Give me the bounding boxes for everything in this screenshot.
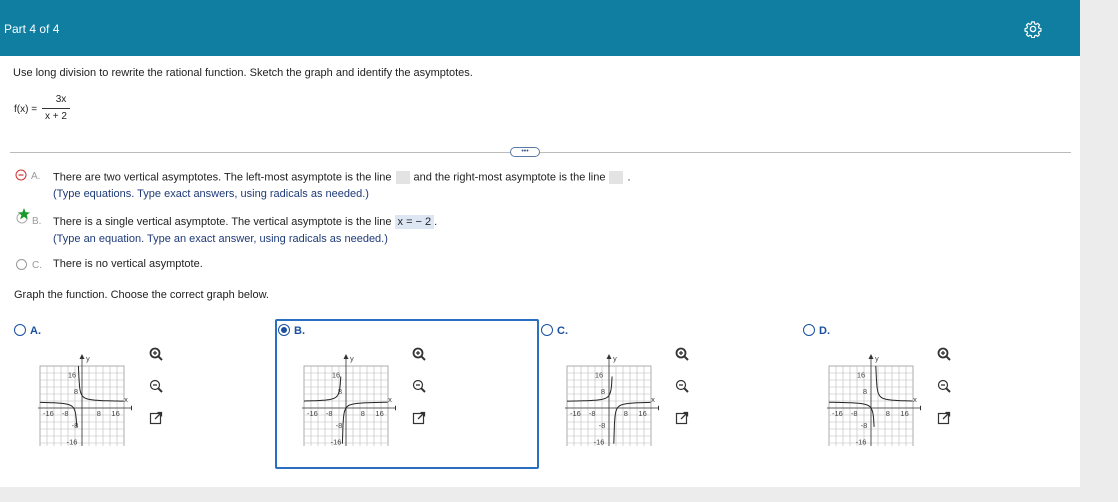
option-a-blank-left[interactable]: [396, 171, 410, 184]
graph-option-d-radio[interactable]: [803, 324, 815, 336]
graph-option-a-label: A.: [30, 325, 41, 337]
y-tick-neg16: -16: [593, 437, 605, 446]
x-tick-8: 8: [623, 409, 628, 418]
function-denominator: x + 2: [45, 111, 67, 122]
popout-icon[interactable]: [936, 410, 952, 426]
graph-c[interactable]: [559, 340, 659, 446]
y-tick-neg16: -16: [330, 437, 342, 446]
y-tick-neg8: -8: [335, 420, 343, 430]
y-tick-16: 16: [594, 370, 604, 380]
x-axis-label: x: [388, 395, 392, 404]
graph-option-b-radio[interactable]: [278, 324, 290, 336]
graph-b[interactable]: [296, 340, 396, 446]
graph-option-d-label: D.: [819, 325, 830, 337]
y-tick-neg8: -8: [71, 420, 79, 430]
zoom-in-icon[interactable]: [936, 346, 952, 362]
zoom-out-icon[interactable]: [411, 378, 427, 394]
x-tick-neg8: -8: [325, 409, 333, 418]
x-tick-neg16: -16: [831, 409, 843, 418]
option-c-radio[interactable]: [16, 259, 27, 270]
check-star-icon: [14, 207, 32, 225]
x-tick-neg16: -16: [306, 409, 318, 418]
popout-icon[interactable]: [148, 410, 164, 426]
x-tick-16: 16: [900, 409, 909, 418]
fraction-bar: [42, 108, 70, 109]
x-axis-label: x: [124, 395, 128, 404]
x-tick-16: 16: [375, 409, 384, 418]
graph-a[interactable]: [32, 340, 132, 446]
x-tick-neg16: -16: [569, 409, 581, 418]
y-tick-neg8: -8: [598, 420, 606, 430]
x-tick-8: 8: [360, 409, 365, 418]
y-tick-neg16: -16: [855, 437, 867, 446]
incorrect-mark-icon: [15, 169, 29, 181]
graph-option-b-label: B.: [294, 325, 305, 337]
y-tick-16: 16: [331, 370, 341, 380]
y-tick-16: 16: [856, 370, 866, 380]
option-b-answer[interactable]: x = − 2: [395, 215, 435, 229]
zoom-out-icon[interactable]: [936, 378, 952, 394]
zoom-in-icon[interactable]: [411, 346, 427, 362]
x-tick-neg8: -8: [850, 409, 858, 418]
option-a-text-end: .: [627, 171, 631, 184]
x-axis-label: x: [651, 395, 655, 404]
y-tick-8: 8: [337, 387, 343, 397]
y-axis-label: y: [613, 354, 617, 363]
y-axis-label: y: [86, 354, 90, 363]
option-a-text-part2: and the right-most asymptote is the line: [413, 171, 606, 184]
option-b-letter: B.: [32, 216, 42, 227]
x-tick-8: 8: [96, 409, 101, 418]
zoom-out-icon[interactable]: [674, 378, 690, 394]
y-tick-neg8: -8: [860, 420, 868, 430]
option-c-text: There is no vertical asymptote.: [53, 258, 203, 270]
x-axis-label: x: [913, 395, 917, 404]
option-a-letter: A.: [31, 171, 41, 182]
option-b-hint: (Type an equation. Type an exact answer, using radicals as needed.): [53, 233, 388, 245]
x-tick-neg16: -16: [42, 409, 54, 418]
y-tick-8: 8: [73, 387, 79, 397]
zoom-in-icon[interactable]: [674, 346, 690, 362]
option-b-text: [53, 215, 437, 229]
x-tick-neg8: -8: [588, 409, 596, 418]
zoom-out-icon[interactable]: [148, 378, 164, 394]
option-a-hint: (Type equations. Type exact answers, using radicals as needed.): [53, 188, 369, 200]
y-tick-16: 16: [67, 370, 77, 380]
section-divider: [10, 152, 1071, 153]
function-lhs: f(x) =: [14, 104, 38, 115]
zoom-in-icon[interactable]: [148, 346, 164, 362]
question-instruction: Use long division to rewrite the rational function. Sketch the graph and identify the asymptotes.: [13, 67, 473, 79]
part-indicator: Part 4 of 4: [4, 22, 60, 36]
option-a-text-part1: There are two vertical asymptotes. The left-most asymptote is the line: [53, 171, 392, 184]
option-c-letter: C.: [32, 260, 42, 271]
option-b-text-end: .: [434, 216, 438, 228]
y-axis-label: y: [875, 354, 879, 363]
x-tick-8: 8: [885, 409, 890, 418]
y-tick-8: 8: [862, 387, 868, 397]
function-numerator: 3x: [55, 94, 67, 105]
x-tick-neg8: -8: [61, 409, 69, 418]
expand-more-button[interactable]: •••: [510, 147, 540, 157]
gear-icon[interactable]: [1024, 20, 1042, 38]
y-tick-neg16: -16: [66, 437, 78, 446]
graph-option-c-label: C.: [557, 325, 568, 337]
option-a-text: [53, 171, 631, 184]
x-tick-16: 16: [111, 409, 120, 418]
y-tick-8: 8: [600, 387, 606, 397]
graph-option-a-radio[interactable]: [14, 324, 26, 336]
option-b-text-part1: There is a single vertical asymptote. The vertical asymptote is the line: [53, 216, 392, 228]
popout-icon[interactable]: [411, 410, 427, 426]
graph-d[interactable]: [821, 340, 921, 446]
graph-prompt: Graph the function. Choose the correct graph below.: [14, 289, 269, 301]
header-bar: [0, 0, 1080, 56]
y-axis-label: y: [350, 354, 354, 363]
popout-icon[interactable]: [674, 410, 690, 426]
option-a-blank-right[interactable]: [609, 171, 623, 184]
x-tick-16: 16: [638, 409, 647, 418]
graph-option-c-radio[interactable]: [541, 324, 553, 336]
